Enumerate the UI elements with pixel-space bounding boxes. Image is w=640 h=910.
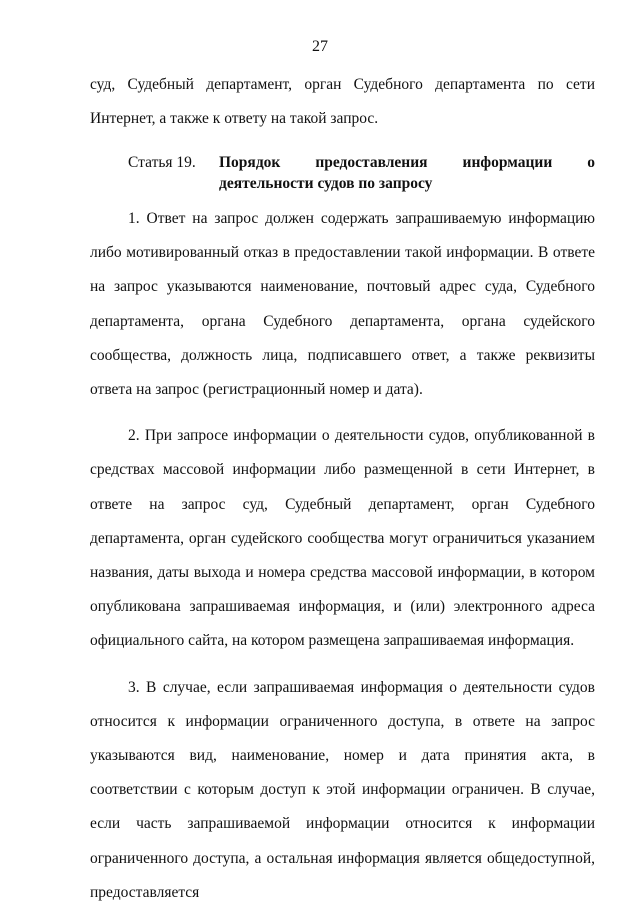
intro-block [90, 68, 595, 136]
page-number: 27 [312, 38, 328, 55]
paragraph-spacer [90, 407, 595, 419]
paragraph-3: 3. В случае, если запрашиваемая информация о деятельности судов относится к информации ограниченного доступа, в ответе на запрос указываются вид, наименование, номер и дата принятия акта, в соответствии с которым доступ к этой информации ограничен. В случае, если часть запрашиваемой информации относится к информации ограниченного доступа, а остальная информация является общедоступной, предоставляется [90, 678, 595, 901]
paragraph-spacer [90, 659, 595, 671]
article-title: Порядок предоставления информации о деятельности судов по запросу [219, 154, 595, 192]
article-label: Статья 19. [128, 154, 196, 171]
paragraph-1: 1. Ответ на запрос должен содержать запрашиваемую информацию либо мотивированный отказ в предоставлении такой информации. В ответе на запрос указываются наименование, почтовый адрес суда, Судебного департамента, органа Судебного департамента, органа судейского сообщества, должность лица, подписавшего ответ, а также реквизиты ответа на запрос (регистрационный номер и дата). [90, 210, 595, 399]
intro-paragraph: суд, Судебный департамент, орган Судебного департамента по сети Интернет, а также к ответу на такой запрос. [90, 76, 595, 128]
article-body [90, 202, 595, 910]
article-heading [128, 152, 595, 194]
paragraph-2: 2. При запросе информации о деятельности судов, опубликованной в средствах массовой информации либо размещенной в сети Интернет, в ответе на запрос суд, Судебный департамент, орган Судебного департамента, орган судейского сообщества могут ограничиться указанием названия, даты выхода и номера средства массовой информации, в котором опубликована запрашиваемая информация, и (или) электронного адреса официального сайта, на котором размещена запрашиваемая информация. [90, 427, 595, 650]
